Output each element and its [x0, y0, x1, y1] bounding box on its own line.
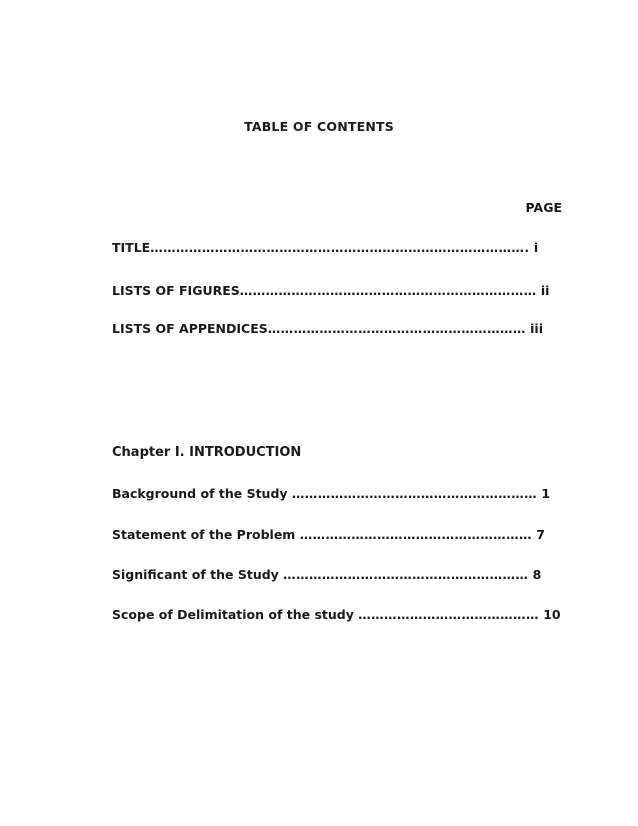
toc-leader-dots: …………………………………………………………………………….: [150, 240, 530, 255]
toc-leader-dots: ………………………………………………: [299, 527, 532, 542]
chapter-heading: Chapter I. INTRODUCTION: [112, 445, 302, 460]
toc-entry-label: Background of the Study: [112, 486, 292, 501]
toc-page-number: 8: [532, 567, 542, 582]
toc-page-number: 1: [541, 486, 551, 501]
toc-entry-scope: [112, 607, 561, 622]
toc-entry-significant: [112, 567, 541, 582]
toc-entry-label: TITLE: [112, 240, 151, 255]
toc-entry-label: Scope of Delimitation of the study: [112, 607, 359, 622]
toc-page-number: iii: [530, 321, 543, 336]
toc-leader-dots: ……………………………………………………………: [239, 283, 537, 298]
toc-entry-label: LISTS OF FIGURES: [112, 283, 240, 298]
toc-entry-title: [112, 240, 538, 255]
toc-page-number: ii: [540, 283, 550, 298]
toc-leader-dots: ……………………………………………………: [267, 321, 526, 336]
toc-leader-dots: ……………………………………: [358, 607, 539, 622]
toc-entry-statement: [112, 527, 545, 542]
toc-entry-label: LISTS OF APPENDICES: [112, 321, 268, 336]
page-title: TABLE OF CONTENTS: [244, 119, 394, 134]
toc-entry-lists-of-figures: [112, 283, 549, 298]
toc-page-number: i: [533, 240, 539, 255]
toc-page-number: 7: [536, 527, 545, 542]
toc-entry-background: [112, 486, 550, 501]
toc-entry-label: Significant of the Study: [112, 567, 284, 582]
toc-leader-dots: …………………………………………………: [291, 486, 537, 501]
toc-entry-label: Statement of the Problem: [112, 527, 300, 542]
toc-leader-dots: …………………………………………………: [283, 567, 529, 582]
toc-entry-lists-of-appendices: [112, 321, 543, 336]
toc-page-number: 10: [543, 607, 561, 622]
page-column-header: PAGE: [525, 200, 562, 215]
